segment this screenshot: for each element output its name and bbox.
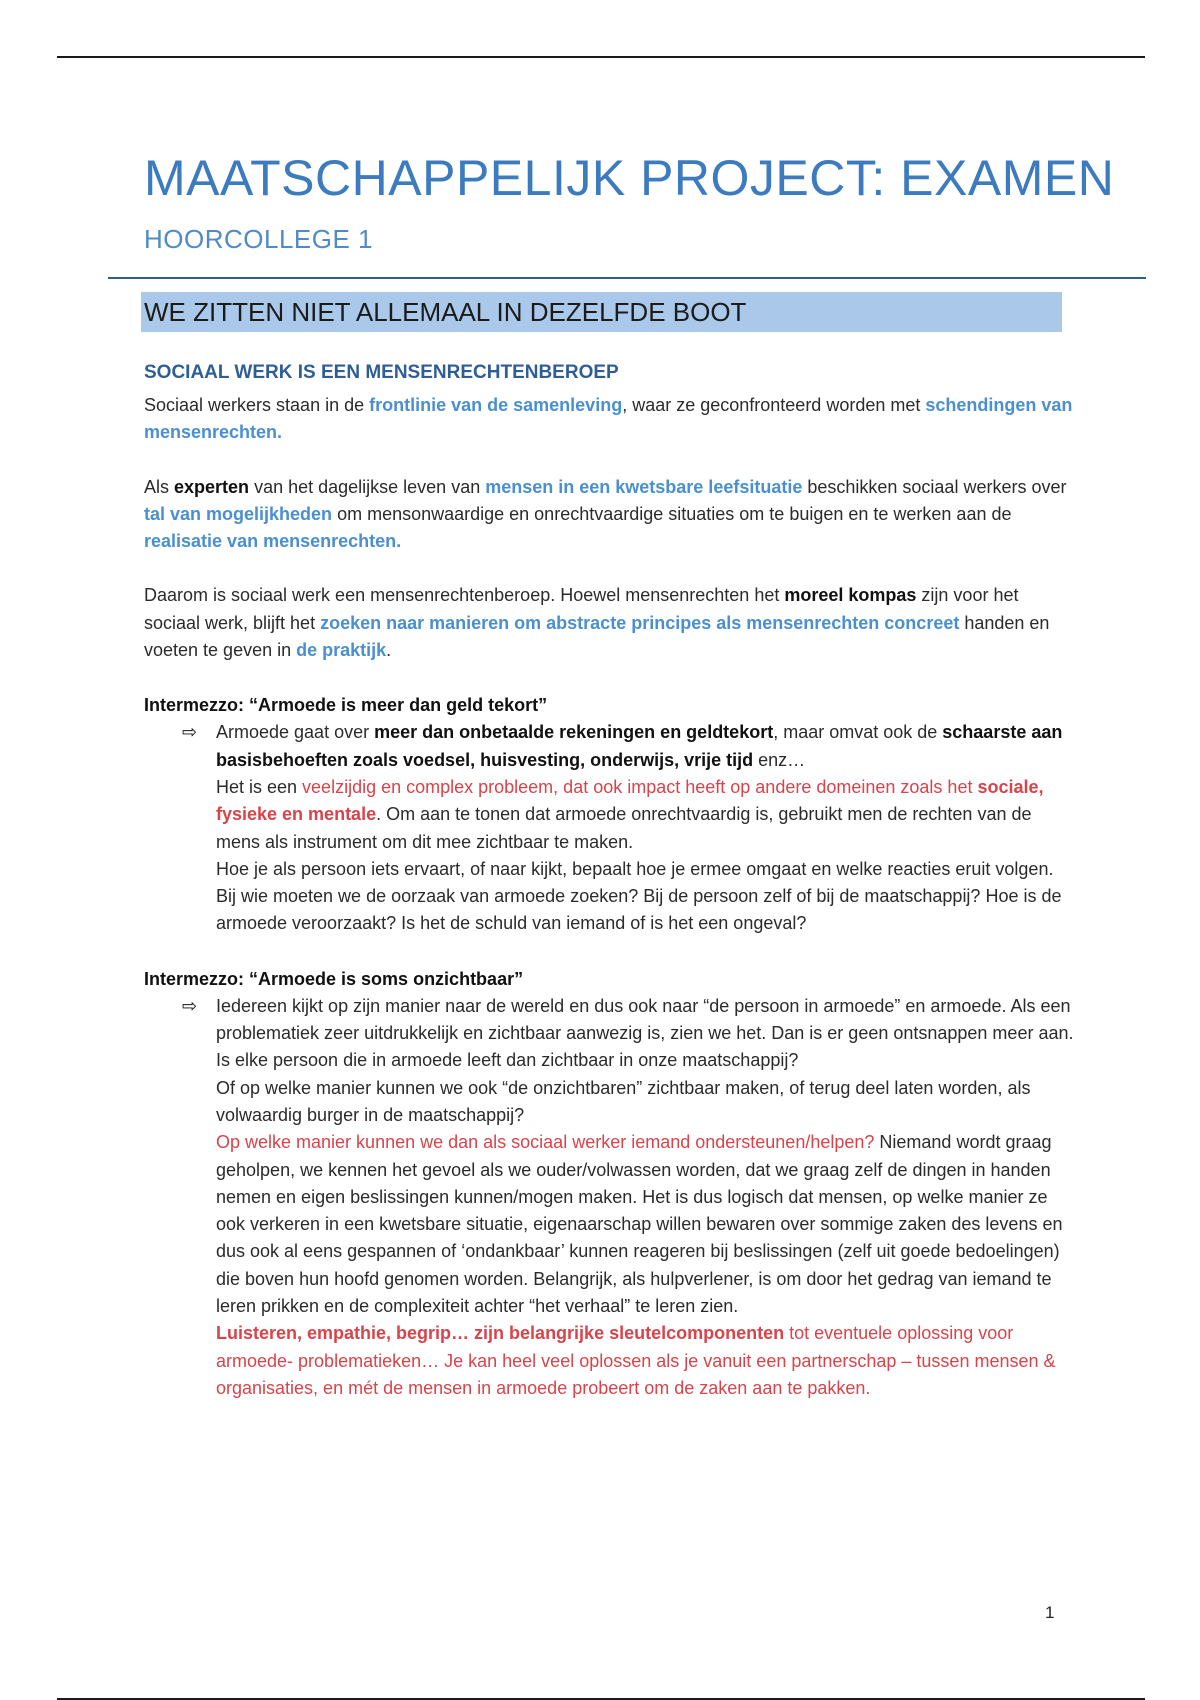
paragraph-frontlinie: Sociaal werkers staan in de frontlinie van de samenleving, waar ze geconfronteerd worden met schendingen van mensenrechten. <box>144 395 1073 443</box>
bullet-paragraph: Of op welke manier kunnen we ook “de onzichtbaren” zichtbaar maken, of terug deel laten worden, als volwaardig burger in de maatschappij? <box>216 1077 1031 1125</box>
subsection-heading: SOCIAAL WERK IS EEN MENSENRECHTENBEROEP <box>144 362 619 383</box>
bullet-paragraph: Op welke manier kunnen we dan als sociaal werker iemand ondersteunen/helpen? Niemand wordt graag geholpen, we kennen het gevoel als we ouder/volwassen worden, dat we graag zelf de dingen in handen nemen en eigen beslissingen kunnen/mogen maken. Het is dus logisch dat mensen, op welke manier ze ook verkeren in een kwetsbare situatie, eigenaarschap willen bewaren over sommige zaken des levens en dus ook al eens gespannen of ‘ondankbaar’ kunnen reageren bij beslissingen (zelf uit goede bedoelingen) die boven hun hoofd genomen worden. Belangrijk, als hulpverlener, is om door het gedrag van iemand te leren prikken en de complexiteit achter “het verhaal” te leren zien. <box>216 1132 1063 1317</box>
intermezzo-title-onzichtbaar: Intermezzo: “Armoede is soms onzichtbaar” <box>144 968 524 989</box>
page-number: 1 <box>1045 1603 1055 1622</box>
paragraph-experten: Als experten van het dagelijkse leven van mensen in een kwetsbare leefsituatie beschikken sociaal werkers over tal van mogelijkheden om mensonwaardige en onrechtvaardige situaties om te buigen en te werken aan de realisatie van mensenrechten. <box>144 476 1067 552</box>
arrow-right-icon: ⇨ <box>182 995 198 1016</box>
document-subtitle: HOORCOLLEGE 1 <box>144 224 374 254</box>
section-heading: WE ZITTEN NIET ALLEMAAL IN DEZELFDE BOOT <box>141 292 1062 332</box>
arrow-right-icon: ⇨ <box>182 722 198 743</box>
intermezzo-bullet-onzichtbaar <box>144 993 1074 1402</box>
bullet-paragraph: Luisteren, empathie, begrip… zijn belangrijke sleutelcomponenten tot eventuele oplossing voor armoede- problematieken… Je kan heel veel oplossen als je vanuit een partnerschap – tussen mensen & organisaties, en mét de mensen in armoede probeert om de zaken aan te pakken. <box>216 1323 1056 1398</box>
bullet-paragraph: Hoe je als persoon iets ervaart, of naar kijkt, bepaalt hoe je ermee omgaat en welke reacties eruit volgen. Bij wie moeten we de oorzaak van armoede zoeken? Bij de persoon zelf of bij de maatschappij? Hoe is de armoede veroorzaakt? Is het de schuld van iemand of is het een ongeval? <box>216 858 1062 934</box>
paragraph-mensenrechtenberoep: Daarom is sociaal werk een mensenrechtenberoep. Hoewel mensenrechten het moreel kompas zijn voor het sociaal werk, blijft het zoeken naar manieren om abstracte principes als mensenrechten concreet handen en voeten te geven in de praktijk. <box>144 585 1050 661</box>
page-top-rule <box>57 56 1145 58</box>
document-body <box>144 148 1115 1402</box>
bullet-paragraph: Iedereen kijkt op zijn manier naar de wereld en dus ook naar “de persoon in armoede” en armoede. Als een problematiek zeer uitdrukkelijk en zichtbaar aanwezig is, zien we het. Dan is er geen ontsnappen meer aan. Is elke persoon die in armoede leeft dan zichtbaar in onze maatschappij? <box>216 995 1074 1071</box>
intermezzo-title-geldtekort: Intermezzo: “Armoede is meer dan geld tekort” <box>144 695 548 716</box>
intermezzo-bullet-geldtekort <box>144 719 1074 937</box>
bullet-paragraph: Het is een veelzijdig en complex probleem, dat ook impact heeft op andere domeinen zoals het sociale, fysieke en mentale. Om aan te tonen dat armoede onrechtvaardig is, gebruikt men de rechten van de mens als instrument om dit mee zichtbaar te maken. <box>216 776 1044 852</box>
bullet-paragraph: Armoede gaat over meer dan onbetaalde rekeningen en geldtekort, maar omvat ook de schaarste aan basisbehoeften zoals voedsel, huisvesting, onderwijs, vrije tijd enz… <box>216 722 1063 770</box>
document-title: MAATSCHAPPELIJK PROJECT: EXAMEN <box>144 150 1115 206</box>
